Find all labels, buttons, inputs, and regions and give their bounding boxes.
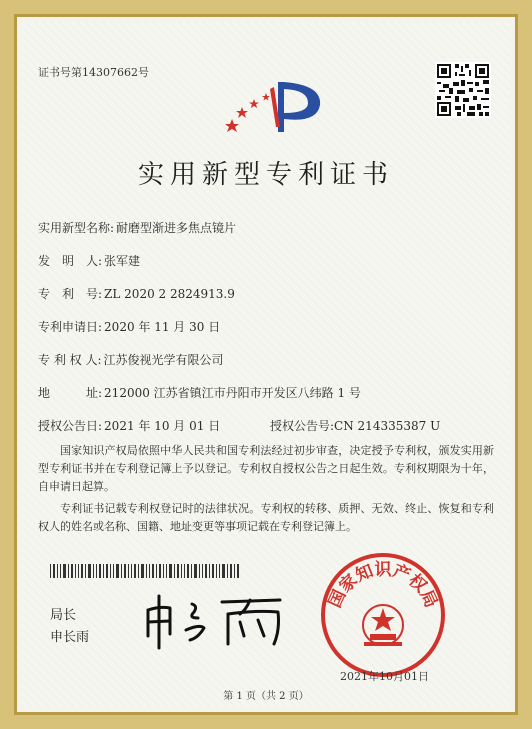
seal-date: 2021年10月01日 [340, 670, 429, 683]
grant-number-value: CN 214335387 U [334, 419, 441, 433]
barcode-icon [50, 564, 240, 578]
address-field [38, 384, 361, 401]
official-seal-icon [318, 550, 448, 680]
certificate-sheet [22, 22, 510, 707]
address-label: 地 址: [38, 386, 103, 400]
utility-name-label: 实用新型名称: [38, 221, 115, 235]
signer-name: 申长雨 [50, 630, 90, 645]
inventor-label: 发 明 人: [38, 254, 103, 268]
patent-number-value: ZL 2020 2 2824913.9 [104, 287, 235, 301]
grant-date-value: 2021 年 10 月 01 日 [104, 419, 221, 433]
certificate-number: 证书号第14307662号 [38, 66, 149, 79]
body-paragraph: 专利证书记载专利权登记时的法律状况。专利权的转移、质押、无效、终止、恢复和专利权人的姓名或名称、国籍、地址变更等事项记载在专利登记簿上。 [38, 502, 494, 533]
svg-text:国家知识产权局 [325, 560, 441, 611]
patentee-field [38, 351, 224, 368]
patentee-label: 专 利 权 人: [38, 353, 102, 367]
cnipa-logo-icon [222, 77, 332, 137]
grant-number-label: 授权公告号: [270, 419, 335, 433]
grant-date-field [38, 417, 220, 434]
patentee-value: 江苏俊视光学有限公司 [103, 353, 224, 367]
utility-name-value: 耐磨型渐进多焦点镜片 [116, 221, 237, 235]
filing-date-field [38, 318, 220, 335]
inventor-field [38, 252, 140, 269]
filing-date-value: 2020 年 11 月 30 日 [104, 320, 221, 334]
body-paragraph: 国家知识产权局依照中华人民共和国专利法经过初步审查，决定授予专利权，颁发实用新型专利证书并在专利登记簿上予以登记。专利权自授权公告之日起生效。专利权期限为十年，自申请日起算。 [38, 444, 494, 493]
inventor-value: 张军建 [104, 254, 141, 268]
grant-date-label: 授权公告日: [38, 419, 103, 433]
filing-date-label: 专利申请日: [38, 320, 103, 334]
signature-icon [140, 590, 290, 650]
patent-number-field [38, 285, 235, 302]
page-title: 实用新型专利证书 [137, 160, 394, 190]
grant-number-field [270, 417, 440, 434]
utility-name-field [38, 219, 236, 236]
patent-number-label: 专 利 号: [38, 287, 103, 301]
page-number: 第 1 页（共 2 页） [223, 691, 309, 702]
seal-text: 国家知识产权局 [325, 560, 441, 611]
address-value: 212000 江苏省镇江市丹阳市开发区八纬路 1 号 [104, 386, 361, 400]
qr-code-icon [435, 62, 491, 118]
signer-role: 局长 [50, 608, 77, 623]
